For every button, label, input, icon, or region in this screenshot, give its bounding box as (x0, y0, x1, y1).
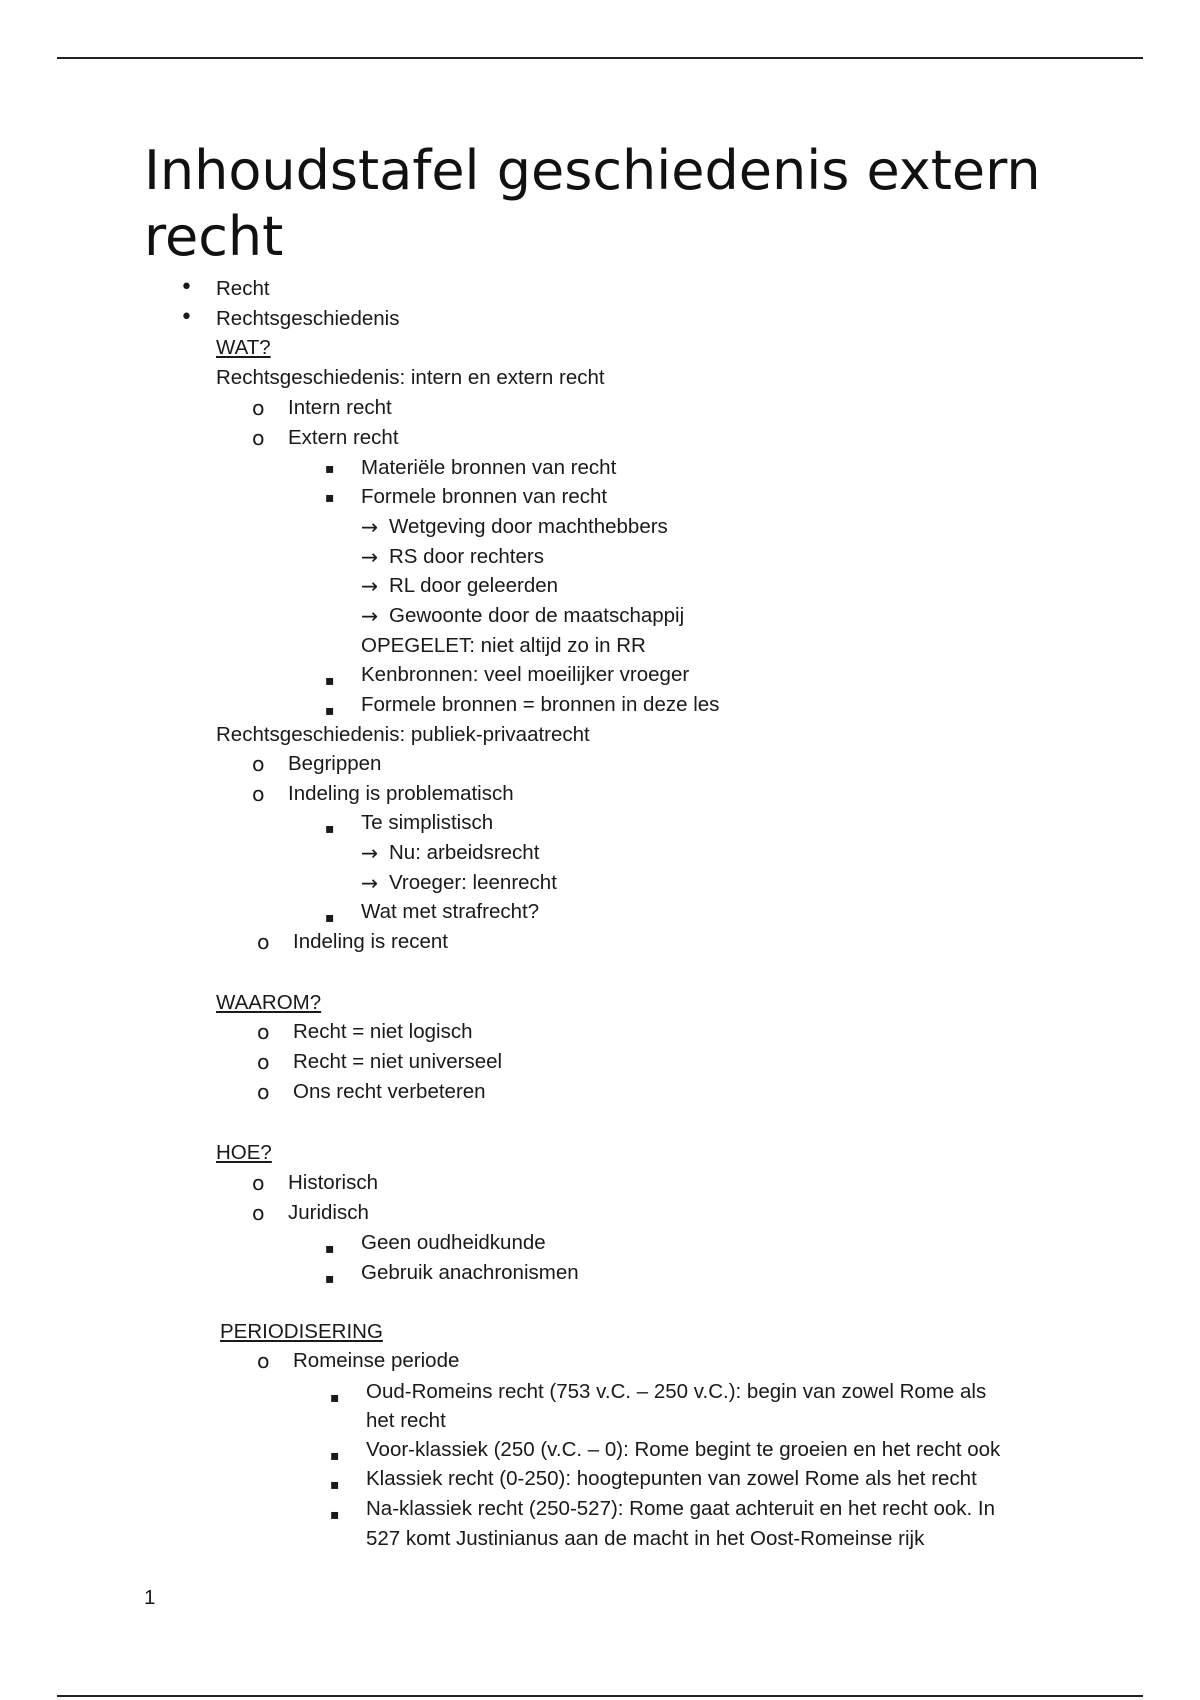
list-item: Gebruik anachronismen (361, 1261, 579, 1284)
page-number: 1 (144, 1586, 156, 1609)
list-item: Recht = niet universeel (293, 1050, 503, 1073)
header-rule (57, 57, 1143, 59)
list-item: Intern recht (288, 396, 392, 419)
list-item: Formele bronnen = bronnen in deze les (361, 693, 720, 716)
circle-marker: o (252, 1171, 265, 1195)
toc-item-recht: Recht (216, 277, 270, 300)
list-item: Materiële bronnen van recht (361, 456, 617, 479)
section-heading-hoe: HOE? (216, 1141, 272, 1164)
list-item: Na-klassiek recht (250-527): Rome gaat achteruit en het recht ook. In (366, 1497, 995, 1520)
square-marker: ▪ (325, 1271, 335, 1287)
list-item: Recht = niet logisch (293, 1020, 473, 1043)
list-item: Klassiek recht (0-250): hoogtepunten van zowel Rome als het recht (366, 1467, 977, 1490)
square-marker: ▪ (330, 1477, 340, 1493)
square-marker: ▪ (325, 461, 335, 477)
circle-marker: o (257, 1080, 270, 1104)
arrow-icon: → (361, 574, 379, 598)
list-item: Historisch (288, 1171, 378, 1194)
circle-marker: o (252, 782, 265, 806)
list-item: Ons recht verbeteren (293, 1080, 486, 1103)
list-item: RL door geleerden (389, 574, 559, 597)
list-item: Vroeger: leenrecht (389, 871, 557, 894)
arrow-icon: → (361, 545, 379, 569)
list-item: Extern recht (288, 426, 399, 449)
circle-marker: o (257, 1020, 270, 1044)
list-item: Gewoonte door de maatschappij (389, 604, 685, 627)
square-marker: ▪ (325, 821, 335, 837)
square-marker: ▪ (330, 1448, 340, 1464)
list-item: Romeinse periode (293, 1349, 460, 1372)
circle-marker: o (257, 1349, 270, 1373)
section-heading-periodisering: PERIODISERING (220, 1320, 383, 1343)
subheading-intern-extern: Rechtsgeschiedenis: intern en extern recht (216, 366, 605, 389)
circle-marker: o (252, 752, 265, 776)
toc-item-rechtsgeschiedenis: Rechtsgeschiedenis (216, 307, 400, 330)
list-item: Formele bronnen van recht (361, 485, 608, 508)
list-item: Nu: arbeidsrecht (389, 841, 540, 864)
list-item-continuation: 527 komt Justinianus aan de macht in het Oost-Romeinse rijk (366, 1527, 925, 1550)
arrow-icon: → (361, 515, 379, 539)
section-heading-wat: WAT? (216, 336, 271, 359)
circle-marker: o (257, 930, 270, 954)
list-item: Voor-klassiek (250 (v.C. – 0): Rome begint te groeien en het recht ook (366, 1438, 1001, 1461)
list-item: Kenbronnen: veel moeilijker vroeger (361, 663, 690, 686)
list-item: Oud-Romeins recht (753 v.C. – 250 v.C.): begin van zowel Rome als (366, 1380, 987, 1403)
arrow-icon: → (361, 871, 379, 895)
section-heading-waarom: WAAROM? (216, 991, 322, 1014)
square-marker: ▪ (325, 910, 335, 926)
arrow-icon: → (361, 604, 379, 628)
square-marker: ▪ (325, 703, 335, 719)
list-item: Wetgeving door machthebbers (389, 515, 668, 538)
footer-rule (57, 1695, 1143, 1697)
note-text: OPEGELET: niet altijd zo in RR (361, 634, 646, 657)
circle-marker: o (257, 1050, 270, 1074)
list-item-continuation: het recht (366, 1409, 446, 1432)
list-item: Wat met strafrecht? (361, 900, 540, 923)
circle-marker: o (252, 396, 265, 420)
square-marker: ▪ (330, 1507, 340, 1523)
list-item: RS door rechters (389, 545, 544, 568)
arrow-icon: → (361, 841, 379, 865)
square-marker: ▪ (325, 673, 335, 689)
circle-marker: o (252, 426, 265, 450)
document-title: Inhoudstafel geschiedenis extern recht (144, 139, 1041, 268)
bullet-marker: • (180, 275, 193, 300)
square-marker: ▪ (325, 1241, 335, 1257)
list-item: Te simplistisch (361, 811, 494, 834)
square-marker: ▪ (325, 490, 335, 506)
square-marker: ▪ (330, 1390, 340, 1406)
list-item: Indeling is recent (293, 930, 448, 953)
list-item: Indeling is problematisch (288, 782, 514, 805)
list-item: Begrippen (288, 752, 382, 775)
list-item: Geen oudheidkunde (361, 1231, 546, 1254)
list-item: Juridisch (288, 1201, 369, 1224)
circle-marker: o (252, 1201, 265, 1225)
subheading-publiek-privaat: Rechtsgeschiedenis: publiek-privaatrecht (216, 723, 590, 746)
bullet-marker: • (180, 305, 193, 330)
